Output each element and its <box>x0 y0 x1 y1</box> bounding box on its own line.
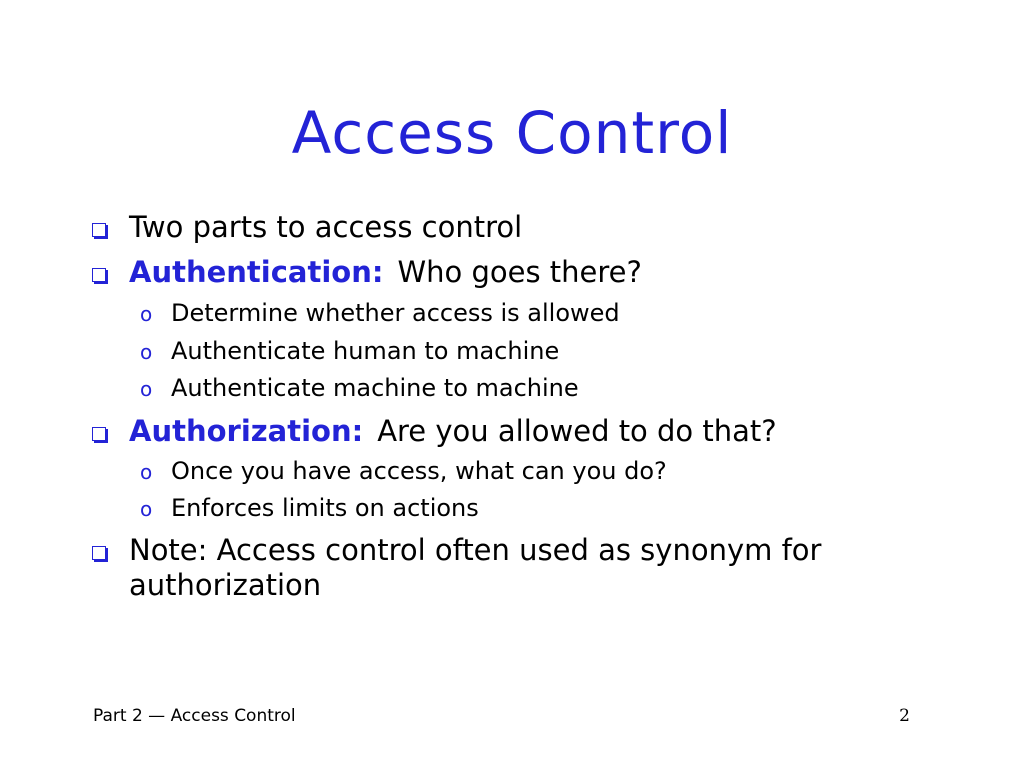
bullet-item <box>90 255 950 290</box>
square-bullet-icon <box>92 268 106 282</box>
square-bullet-icon <box>92 546 106 560</box>
bullet-text: Note: Access control often used as synonym for authorization <box>129 533 822 602</box>
circle-bullet-icon: o <box>140 302 153 326</box>
bullet-item <box>90 210 950 245</box>
bullet-keyword: Authorization: <box>129 414 364 448</box>
sub-bullet-text: Enforces limits on actions <box>171 494 479 522</box>
sub-bullet-text: Determine whether access is allowed <box>171 299 620 327</box>
circle-bullet-icon: o <box>140 340 153 364</box>
sub-bullet-item <box>140 373 960 405</box>
circle-bullet-icon: o <box>140 460 153 484</box>
sub-bullet-text: Authenticate human to machine <box>171 337 560 365</box>
slide-footer: Part 2 — Access Control <box>93 706 296 726</box>
sub-bullet-text: Once you have access, what can you do? <box>171 457 667 485</box>
sub-bullet-item <box>140 493 960 525</box>
bullet-item <box>90 414 950 449</box>
sub-bullet-text: Authenticate machine to machine <box>171 374 579 402</box>
bullet-text: Are you allowed to do that? <box>377 414 777 448</box>
circle-bullet-icon: o <box>140 497 153 521</box>
page-number: 2 <box>899 706 910 726</box>
square-bullet-icon <box>92 427 106 441</box>
bullet-item <box>90 533 890 603</box>
square-bullet-icon <box>92 223 106 237</box>
bullet-text: Two parts to access control <box>129 210 523 244</box>
sub-bullet-item <box>140 336 960 368</box>
slide-title: Access Control <box>291 99 733 167</box>
sub-bullet-item <box>140 298 960 330</box>
bullet-text: Who goes there? <box>397 255 642 289</box>
sub-bullet-item <box>140 456 960 488</box>
bullet-keyword: Authentication: <box>129 255 384 289</box>
circle-bullet-icon: o <box>140 377 153 401</box>
